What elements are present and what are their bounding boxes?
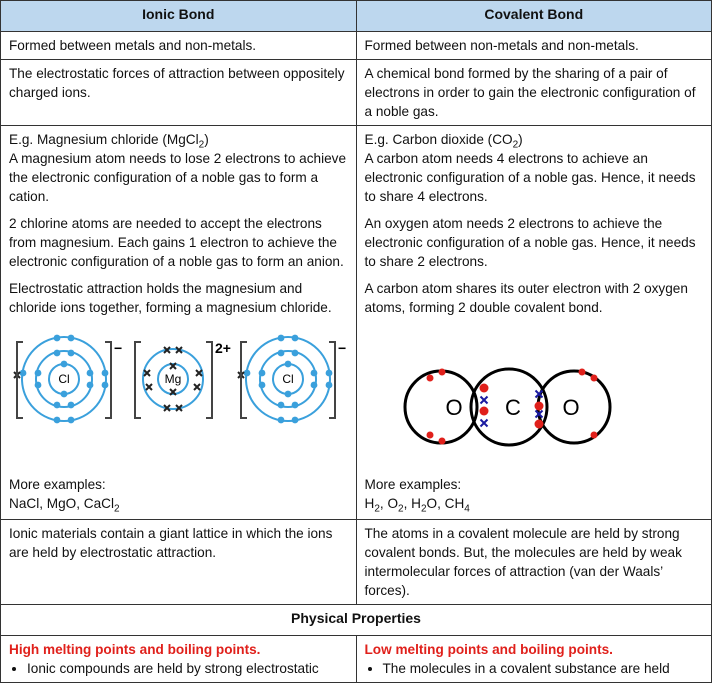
ionic-mp-bullet: • Ionic compounds are held by strong electrostatic — [27, 659, 348, 678]
covalent-physical — [356, 636, 712, 683]
electron-dot — [244, 370, 251, 377]
electron-cross — [146, 384, 152, 390]
covalent-p2: An oxygen atom needs 2 electrons to achieve the electronic configuration of a noble gas. Hence, it needs to share 2 electrons. — [364, 216, 696, 269]
covalent-definition: A chemical bond formed by the sharing of a pair of electrons in order to gain the electronic configuration of a noble gas. — [356, 60, 712, 126]
electron-dot — [54, 350, 61, 357]
electron-cross — [144, 370, 150, 376]
electron-dot — [259, 382, 266, 389]
electron-dot — [278, 350, 285, 357]
electron-dot — [278, 417, 285, 424]
covalent-mp-bullet: • The molecules in a covalent substance are held — [383, 659, 704, 678]
co2-diagram — [357, 354, 701, 464]
lone-electron-dot — [426, 375, 433, 382]
electron-dot — [326, 382, 333, 389]
ion-charge: 2+ — [215, 340, 231, 356]
covalent-formation: Formed between non-metals and non-metals. — [356, 32, 712, 60]
electron-dot — [35, 370, 42, 377]
covalent-p3: A carbon atom shares its outer electron with 2 oxygen atoms, forming 2 double covalent bond. — [364, 281, 688, 315]
ionic-structure: Ionic materials contain a giant lattice in which the ions are held by electrostatic attraction. — [1, 520, 357, 605]
eg-text: E.g. Carbon dioxide (CO — [364, 132, 513, 147]
shared-electron-dot — [479, 407, 488, 416]
lone-electron-dot — [590, 375, 597, 382]
physical-properties-heading: Physical Properties — [1, 605, 712, 636]
lone-electron-dot — [578, 369, 585, 376]
shared-electron-dot — [534, 420, 543, 429]
electron-dot — [87, 370, 94, 377]
bracket-left — [135, 342, 141, 418]
header-covalent: Covalent Bond — [356, 1, 712, 32]
element-symbol: O — [561, 395, 580, 420]
element-symbol: C — [504, 395, 521, 420]
element-symbol: Cl — [282, 372, 294, 386]
ionic-p2: 2 chlorine atoms are needed to accept the electrons from magnesium. Each gains 1 electron to achieve the electronic configuration of a noble gas to form an anion. — [9, 216, 344, 269]
electron-dot — [259, 370, 266, 377]
electron-dot — [68, 402, 75, 409]
element-symbol: O — [444, 395, 463, 420]
lone-electron-dot — [438, 369, 445, 376]
ionic-p1: A magnesium atom needs to lose 2 electrons to achieve the electronic configuration of a noble gas to form a cation. — [9, 151, 347, 204]
ionic-more-list: NaCl, MgO, CaCl$_2$ — [9, 496, 120, 515]
electron-dot — [102, 382, 109, 389]
ionic-definition: The electrostatic forces of attraction between oppositely charged ions. — [1, 60, 357, 126]
ionic-formation: Formed between metals and non-metals. — [1, 32, 357, 60]
electron-dot — [68, 417, 75, 424]
electron-dot — [61, 391, 68, 398]
covalent-more-label: More examples: — [364, 477, 462, 492]
element-symbol: Mg — [164, 372, 182, 386]
electron-cross — [480, 397, 487, 404]
ionic-example — [1, 126, 357, 520]
electron-dot — [54, 402, 61, 409]
electron-dot — [326, 370, 333, 377]
electron-dot — [292, 402, 299, 409]
covalent-structure: The atoms in a covalent molecule are held by strong covalent bonds. But, the molecules are held by weak intermolecular forces of attraction (van der Waals’ forces). — [356, 520, 712, 605]
electron-dot — [54, 335, 61, 342]
shared-electron-dot — [534, 402, 543, 411]
lone-electron-dot — [438, 438, 445, 445]
electron-dot — [87, 382, 94, 389]
atom-shell — [405, 371, 477, 443]
element-symbol: Cl — [58, 372, 70, 386]
ionic-more-label: More examples: — [9, 477, 106, 492]
shared-electron-dot — [479, 384, 488, 393]
electron-dot — [285, 391, 292, 398]
covalent-mp-heading: Low melting points and boiling points. — [364, 642, 613, 657]
eg-end: ) — [204, 132, 209, 147]
ionic-physical — [1, 636, 357, 683]
ionic-mp-heading: High melting points and boiling points. — [9, 642, 261, 657]
covalent-p1: A carbon atom needs 4 electrons to achieve an electronic configuration of a noble gas. Hence, it needs to share 4 electrons. — [364, 151, 696, 204]
eg-sub: 2 — [198, 139, 205, 151]
electron-dot — [35, 382, 42, 389]
electron-cross — [196, 370, 202, 376]
ion-charge: − — [338, 340, 347, 356]
electron-dot — [292, 417, 299, 424]
electron-cross — [194, 384, 200, 390]
electron-dot — [54, 417, 61, 424]
electron-dot — [285, 361, 292, 368]
lone-electron-dot — [426, 432, 433, 439]
electron-dot — [20, 370, 27, 377]
covalent-example — [356, 126, 712, 520]
eg-sub: 2 — [512, 139, 519, 151]
electron-dot — [68, 335, 75, 342]
electron-dot — [278, 402, 285, 409]
electron-dot — [311, 370, 318, 377]
mgcl2-diagram — [9, 325, 353, 435]
electron-dot — [68, 350, 75, 357]
lone-electron-dot — [590, 432, 597, 439]
eg-end: ) — [518, 132, 523, 147]
ionic-p3: Electrostatic attraction holds the magnesium and chloride ions together, forming a magnesium chloride. — [9, 281, 332, 315]
header-ionic: Ionic Bond — [1, 1, 357, 32]
eg-text: E.g. Magnesium chloride (MgCl — [9, 132, 199, 147]
electron-cross — [480, 420, 487, 427]
electron-dot — [102, 370, 109, 377]
electron-dot — [278, 335, 285, 342]
electron-dot — [311, 382, 318, 389]
electron-dot — [292, 335, 299, 342]
electron-dot — [61, 361, 68, 368]
covalent-more-list: $H_2$, $O_2$, $H_2O$, $CH_4$ — [364, 496, 470, 515]
electron-dot — [292, 350, 299, 357]
bracket-right — [206, 342, 212, 418]
ion-charge: − — [114, 340, 123, 356]
